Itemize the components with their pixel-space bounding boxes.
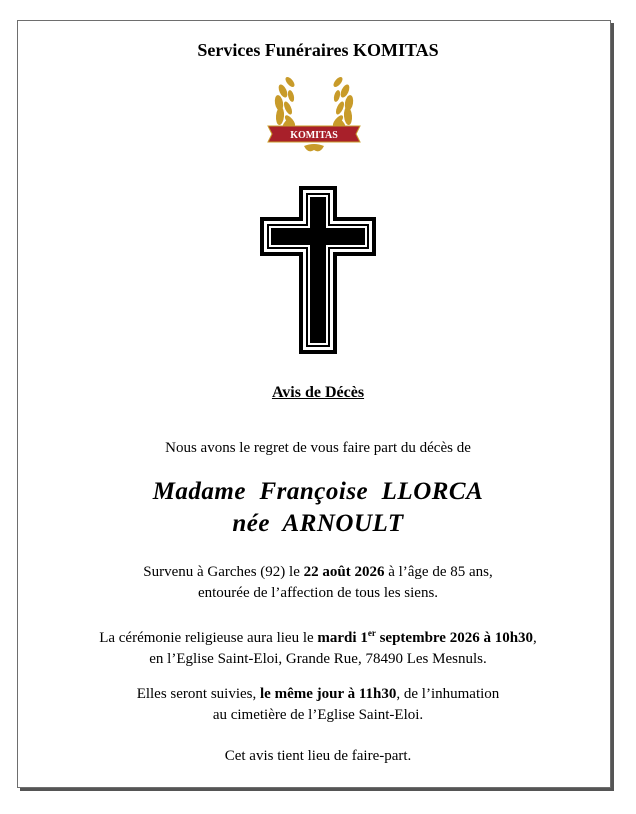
- ceremony-prefix: La cérémonie religieuse aura lieu le: [99, 630, 318, 646]
- burial-prefix: Elles seront suivies,: [136, 686, 261, 702]
- death-line2: entourée de l’affection de tous les siens.: [197, 585, 439, 601]
- company-header: Services Funéraires KOMITAS: [197, 40, 439, 60]
- death-prefix: Survenu à Garches (92) le: [143, 564, 304, 580]
- death-paragraph: [0, 562, 636, 604]
- ceremony-ordinal: er: [367, 628, 376, 638]
- ceremony-date-time: septembre 2026 à 10h30: [375, 630, 534, 646]
- notice-title: Avis de Décès: [271, 384, 365, 401]
- logo-ribbon-text: KOMITAS: [290, 130, 338, 141]
- ceremony-suffix: ,: [533, 630, 537, 646]
- burial-when: le même jour à 11h30: [260, 686, 397, 702]
- maiden-name: née ARNOULT: [232, 510, 404, 537]
- burial-location: au cimetière de l’Eglise Saint-Eloi.: [212, 707, 424, 723]
- intro-text: Nous avons le regret de vous faire part du décès de: [165, 440, 471, 456]
- komitas-logo: [264, 76, 364, 166]
- death-suffix: à l’âge de 85 ans,: [384, 564, 493, 580]
- ceremony-paragraph: [0, 623, 636, 670]
- ceremony-day: mardi 1: [317, 630, 368, 646]
- deceased-name: Madame Françoise LLORCA: [152, 478, 484, 505]
- burial-paragraph: [0, 684, 636, 726]
- death-date: 22 août 2026: [303, 564, 385, 580]
- closing-text: Cet avis tient lieu de faire-part.: [224, 748, 412, 764]
- ceremony-location: en l’Eglise Saint-Eloi, Grande Rue, 78490 Les Mesnuls.: [149, 651, 487, 667]
- burial-suffix: , de l’inhumation: [396, 686, 500, 702]
- latin-cross-icon: [260, 186, 376, 354]
